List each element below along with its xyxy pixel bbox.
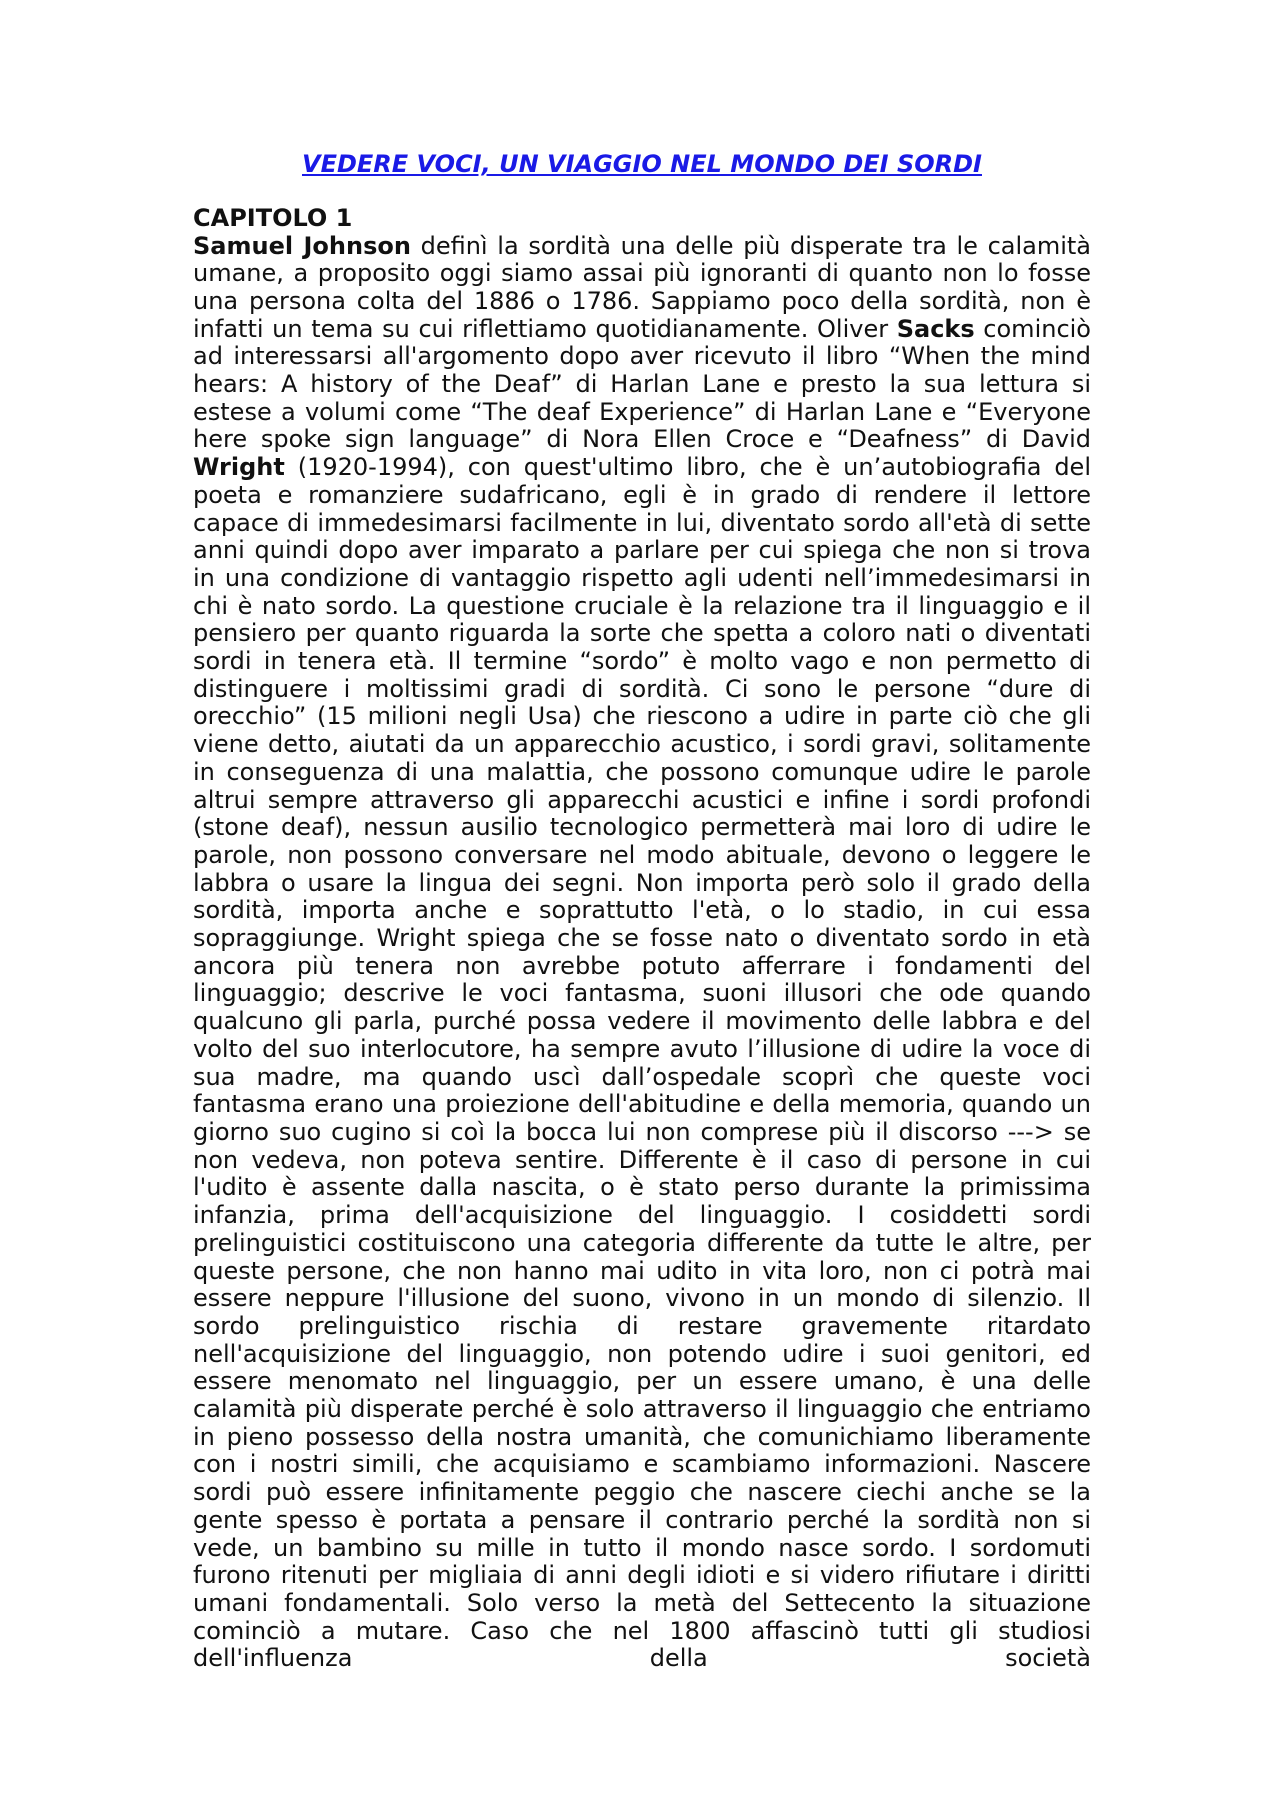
paragraph-text: definì la sordità una delle più disperate tra le calamità umane, a proposito oggi siamo assai più ignoranti di quanto non lo fosse una persona colta del 1886 o 1786. Sappiamo poco della sordità, non è infatti un tema su cui riflettiamo quotidianamente. Oliver	[193, 231, 1092, 343]
bold-name: Samuel Johnson	[193, 231, 411, 260]
bold-name: Sacks	[896, 314, 975, 343]
paragraph-text: cominciò ad interessarsi all'argomento dopo aver ricevuto il libro “When the mind hears: A history of the Deaf” di Harlan Lane e presto la sua lettura si estese a volumi come “The deaf Experience” di Harlan Lane e “Everyone here spoke sign language” di Nora Ellen Croce e “Deafness” di David	[193, 314, 1091, 454]
paragraph-text: (1920-1994), con quest'ultimo libro, che è un’autobiografia del poeta e romanziere sudafricano, egli è in grado di rendere il lettore capace di immedesimarsi facilmente in lui, diventato sordo all'età di sette anni quindi dopo aver imparato a parlare per cui spiega che non si trova in una condizione di vantaggio rispetto agli udenti nell’immedesimarsi in chi è nato sordo. La questione cruciale è la relazione tra il linguaggio e il pensiero per quanto riguarda la sorte che spetta a coloro nati o diventati sordi in tenera età. Il termine “sordo” è molto vago e non permetto di distinguere i moltissimi gradi di sordità. Ci sono le persone “dure di orecchio” (15 milioni negli Usa) che riescono a udire in parte ciò che gli viene detto, aiutati da un apparecchio acustico, i sordi gravi, solitamente in conseguenza di una malattia, che possono comunque udire le parole altrui sempre attraverso gli apparecchi acustici e infine i sordi profondi (stone deaf), nessun ausilio tecnologico permetterà mai loro di udire le parole, non possono conversare nel modo abituale, devono o leggere le labbra o usare la lingua dei segni. Non importa però solo il grado della sordità, importa anche e soprattutto l'età, o lo stadio, in cui essa sopraggiunge. Wright spiega che se fosse nato o diventato sordo in età ancora più tenera non avrebbe potuto afferrare i fondamenti del linguaggio; descrive le voci fantasma, suoni illusori che ode quando qualcuno gli parla, purché possa vedere il movimento delle labbra e del volto del suo interlocutore, ha sempre avuto l’illusione di udire la voce di sua madre, ma quando uscì dall’ospedale scoprì che queste voci fantasma erano una proiezione dell'abitudine e della memoria, quando un giorno suo cugino si coì la bocca lui non comprese più il discorso ---> se non vedeva, non poteva sentire. Differente è il caso di persone in cui l'udito è assente dalla nascita, o è stato perso durante la primissima infanzia, prima dell'acquisizione del linguaggio. I cosiddetti sordi prelinguistici costituiscono una categoria differente da tutte le altre, per queste persone, che non hanno mai udito in vita loro, non ci potrà mai essere neppure l'illusione del suono, vivono in un mondo di silenzio. Il sordo prelinguistico rischia di restare gravemente ritardato nell'acquisizione del linguaggio, non potendo udire i suoi genitori, ed essere menomato nel linguaggio, per un essere umano, è una delle calamità più disperate perché è solo attraverso il linguaggio che entriamo in pieno possesso della nostra umanità, che comunichiamo liberamente con i nostri simili, che acquisiamo e scambiamo informazioni. Nascere sordi può essere infinitamente peggio che nascere ciechi anche se la gente spesso è portata a pensare il contrario perché la sordità non si vede, un bambino su mille in tutto il mondo nasce sordo. I sordomuti furono ritenuti per migliaia di anni degli idioti e si videro rifiutare i diritti umani fondamentali. Solo verso la metà del Settecento la situazione cominciò a mutare. Caso che nel 1800 affascinò tutti gli studiosi dell'influenza della società	[193, 453, 1091, 1673]
chapter-heading: CAPITOLO 1	[193, 203, 353, 232]
document-title: VEDERE VOCI, UN VIAGGIO NEL MONDO DEI SORDI	[302, 150, 982, 178]
document-page	[193, 150, 1091, 1673]
body-paragraph	[193, 233, 1091, 1674]
bold-name: Wright	[193, 453, 285, 482]
